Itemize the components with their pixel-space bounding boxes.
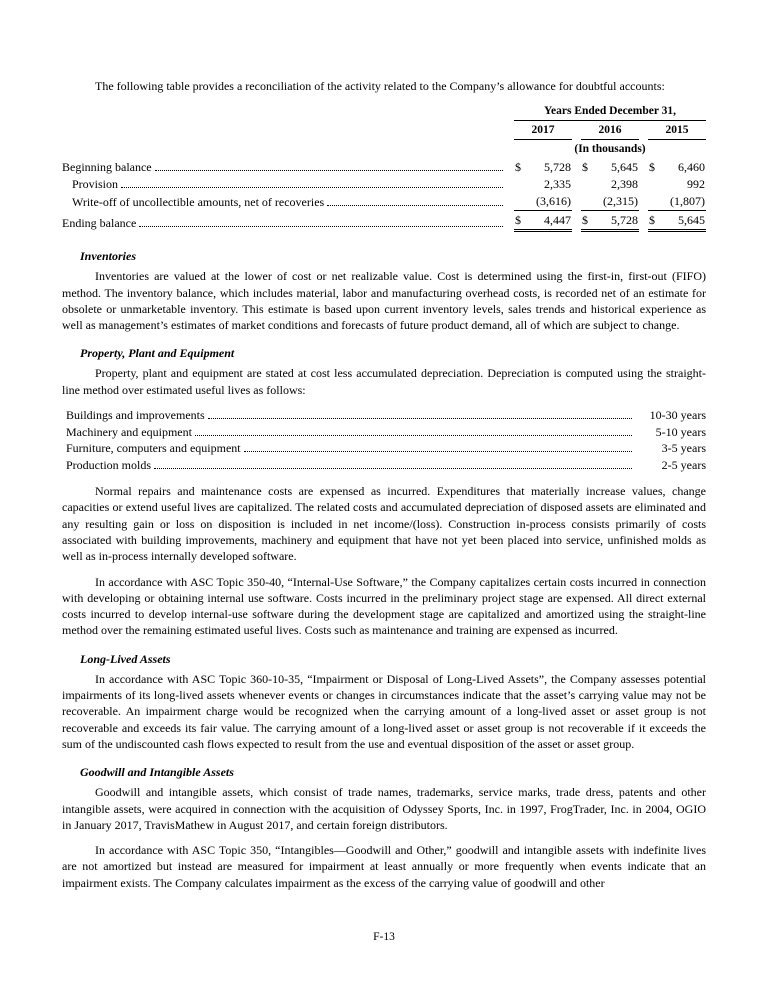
paragraph: Inventories are valued at the lower of cost or net realizable value. Cost is determined using the first-in, first-out (FIFO) method. The inventory balance, which includes material, labor and manufacturing overhead costs, is recorded net of an estimate for obsolete or unmarketable inventory. This estimate is based upon current inventory levels, sales trends and historical experience as well as management’s estimates of market conditions and forecasts of future product demand, all of which are subject to change. [62,269,706,333]
units-label: (In thousands) [574,143,646,156]
row-label-text: Beginning balance [62,160,152,175]
intro-paragraph: The following table provides a reconciliation of the activity related to the Company’s allowance for doubtful accounts: [95,79,665,93]
paragraph: In accordance with ASC Topic 350-40, “Internal-Use Software,” the Company capitalizes certain costs incurred in connection with developing or obtaining internal use software. Costs incurred in the preliminary project stage are expensed. All direct external costs incurred to develop internal-use software during the development stage are capitalized and amortized using the straight-line method over the remaining estimated useful lives. Costs such as maintenance and training are expensed as incurred. [62,574,706,638]
item-value: 3-5 years [661,441,706,456]
paragraph: In accordance with ASC Topic 360-10-35, “Impairment or Disposal of Long-Lived Assets”, the Company assesses potential impairments of its long-lived assets whenever events or changes in circumstances indicate that the asset’s carrying value may not be recoverable. An impairment charge would be recognized when the carrying amount of a long-lived asset or asset group is not recoverable and exceeds its fair value. The carrying amount of a long-lived asset or asset group is not recoverable if it exceeds the sum of the undiscounted cash flows expected to result from the use and eventual disposition of the asset or asset group. [62,671,706,751]
section-heading-goodwill: Goodwill and Intangible Assets [80,765,234,780]
table-row [62,212,706,232]
year-column-header: 2017 [514,124,572,140]
value-cell [514,212,572,232]
dollar-sign: $ [515,213,521,228]
cell-value: 5,645 [678,213,705,228]
table-row [62,193,706,211]
table-row [62,159,706,176]
dollar-sign: $ [515,160,521,175]
dot-leader [208,418,632,419]
row-label-text: Write-off of uncollectible amounts, net of recoveries [72,195,325,210]
value-cell [648,176,706,193]
value-cell [514,193,572,211]
value-cell [581,176,639,193]
row-label-text: Ending balance [62,216,137,231]
item-label: Machinery and equipment [66,424,192,439]
cell-value: 5,728 [544,160,571,175]
value-cell [514,159,572,176]
cell-value: 6,460 [678,160,705,175]
value-cell [581,212,639,232]
value-cell [648,212,706,232]
row-label [62,176,505,193]
cell-value: 992 [687,177,705,192]
cell-value: (1,807) [670,194,705,209]
item-value: 2-5 years [661,457,706,472]
row-label [62,159,505,176]
paragraph: In accordance with ASC Topic 350, “Intangibles—Goodwill and Other,” goodwill and intangible assets with indefinite lives are not amortized but instead are measured for impairment at least annually or more frequently when events indicate that an impairment exists. The Company calculates impairment as the excess of the carrying value of goodwill and other [62,843,706,890]
list-item [62,407,706,424]
cell-value: (3,616) [536,194,571,209]
value-cell [581,193,639,211]
dot-leader [154,468,632,469]
list-item [62,424,706,441]
dot-leader [195,435,632,436]
paragraph: Goodwill and intangible assets, which consist of trade names, trademarks, service marks, trade dress, patents and other intangible assets, were acquired in connection with the acquisition of Odyssey Sports, Inc. in 1997, FrogTrader, Inc. in 2004, OGIO in January 2017, TravisMathew in August 2017, and certain foreign distributors. [62,785,706,832]
year-column-header: 2016 [581,124,639,140]
dot-leader [139,226,503,227]
table-header-years: Years Ended December 31, [514,104,706,121]
row-label-text: Provision [72,177,119,192]
cell-value: 4,447 [544,213,571,228]
dollar-sign: $ [582,213,588,228]
value-cell [514,176,572,193]
table-units-row [62,140,706,159]
cell-value: (2,315) [603,194,638,209]
table-year-row [62,121,706,140]
section-heading-inventories: Inventories [80,249,137,264]
cell-value: 5,645 [611,160,638,175]
table-row [62,176,706,193]
row-label [62,215,505,232]
paragraph: Normal repairs and maintenance costs are expensed as incurred. Expenditures that materially increase values, change capacities or extend useful lives are capitalized. The related costs and accumulated depreciation of disposed assets are eliminated and any resulting gain or loss on disposition is included in net income/(loss). Construction in-process consists primarily of costs associated with building improvements, machinery and equipment that have not yet been placed into service, unfinished molds as well as in-process internally developed software. [62,484,706,564]
item-label: Buildings and improvements [66,408,205,423]
dot-leader [155,170,503,171]
section-heading-long-lived: Long-Lived Assets [80,651,171,666]
dollar-sign: $ [649,160,655,175]
value-cell [648,159,706,176]
page-number: F-13 [373,931,395,943]
section-heading-ppe: Property, Plant and Equipment [80,346,235,361]
dot-leader [327,205,503,206]
cell-value: 2,335 [544,177,571,192]
year-column-header: 2015 [648,124,706,140]
value-cell [648,193,706,211]
item-value: 10-30 years [649,408,706,423]
list-item [62,440,706,457]
item-value: 5-10 years [655,424,706,439]
cell-value: 2,398 [611,177,638,192]
dollar-sign: $ [582,160,588,175]
value-cell [581,159,639,176]
allowance-table [62,104,706,232]
list-item [62,457,706,474]
paragraph: Property, plant and equipment are stated at cost less accumulated depreciation. Depreciation is computed using the straight-line method over estimated useful lives as follows: [62,366,706,397]
dollar-sign: $ [649,213,655,228]
table-header-row [62,104,706,121]
cell-value: 5,728 [611,213,638,228]
item-label: Production molds [66,457,152,472]
useful-lives-table [62,407,706,473]
row-label [62,194,505,211]
dot-leader [244,451,632,452]
dot-leader [121,187,503,188]
item-label: Furniture, computers and equipment [66,441,241,456]
